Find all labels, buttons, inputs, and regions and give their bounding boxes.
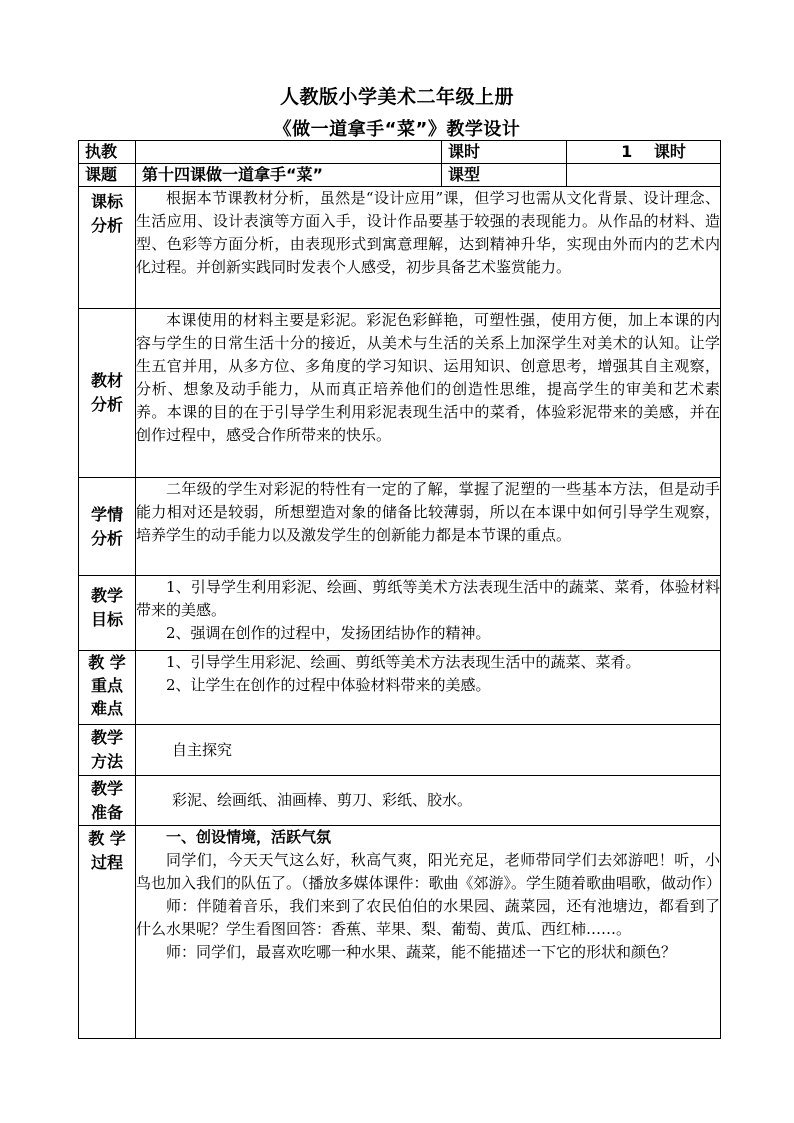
goals-text: 1、引导学生利用彩泥、绘画、剪纸等美术方法表现生活中的蔬菜、菜肴，体验材料带来的美感。 2、强调在创作的过程中，发扬团结协作的精神。 <box>136 576 721 651</box>
curriculum-label: 课标 分析 <box>79 187 136 309</box>
goals-label: 教学 目标 <box>79 576 136 651</box>
type-value <box>567 164 721 187</box>
row-curriculum <box>79 187 721 309</box>
process-text: 一、创设情境，活跃气氛 同学们，今天天气这么好，秋高气爽，阳光充足，老师带同学们去郊游吧！听，小鸟也加入我们的队伍了。（播放多媒体课件：歌曲《郊游》。学生随着歌曲唱歌，做动作） 师：伴随着音乐，我们来到了农民伯伯的水果园、蔬菜园，还有池塘边，都看到了什么水果呢？学生看图回答：香蕉、苹果、梨、葡萄、黄瓜、西红柿……。 师：同学们，最喜欢吃哪一种水果、蔬菜，能不能描述一下它的形状和颜色？ <box>136 826 721 1039</box>
keypoints-text: 1、引导学生用彩泥、绘画、剪纸等美术方法表现生活中的蔬菜、菜肴。 2、让学生在创作的过程中体验材料带来的美感。 <box>136 651 721 725</box>
textbook-text: 本课使用的材料主要是彩泥。彩泥色彩鲜艳，可塑性强，使用方便，加上本课的内容与学生的日常生活十分的接近，从美术与生活的关系上加深学生对美术的认知。让学生五官并用，从多方位、多角度的学习知识、运用知识、创意思考，增强其自主观察，分析、想象及动手能力，从而真正培养他们的创造性思维，提高学生的审美和艺术素养。本课的目的在于引导学生利用彩泥表现生活中的菜肴，体验彩泥带来的美感，并在创作过程中，感受合作所带来的快乐。 <box>136 309 721 478</box>
lesson-plan-table <box>78 140 721 1039</box>
row-method <box>79 725 721 776</box>
learners-text: 二年级的学生对彩泥的特性有一定的了解，掌握了泥塑的一些基本方法，但是动手能力相对还是较弱，所想塑造对象的储备比较薄弱，所以在本课中如何引导学生观察，培养学生的动手能力以及激发学生的创新能力都是本节课的重点。 <box>136 478 721 576</box>
row-keypoints <box>79 651 721 725</box>
period-value: 1 课时 <box>567 141 721 164</box>
document-subtitle: 《做一道拿手“菜”》教学设计 <box>273 119 521 140</box>
prep-label: 教学 准备 <box>79 776 136 826</box>
row-learners <box>79 478 721 576</box>
type-label: 课型 <box>442 164 567 187</box>
row-process <box>79 826 721 1039</box>
row-topic <box>79 164 721 187</box>
curriculum-text: 根据本节课教材分析，虽然是“设计应用”课，但学习也需从文化背景、设计理念、生活应用、设计表演等方面入手，设计作品要基于较强的表现能力。从作品的材料、造型、色彩等方面分析，由表现形式到寓意理解，达到精神升华，实现由外而内的艺术内化过程。并创新实践同时发表个人感受，初步具备艺术鉴赏能力。 <box>136 187 721 309</box>
topic-value: 第十四课做一道拿手“菜” <box>136 164 442 187</box>
row-goals <box>79 576 721 651</box>
prep-text: 彩泥、绘画纸、油画棒、剪刀、彩纸、胶水。 <box>136 776 721 826</box>
document-title: 人教版小学美术二年级上册 <box>279 86 514 108</box>
teacher-label: 执教 <box>79 141 136 164</box>
method-label: 教学 方法 <box>79 725 136 776</box>
textbook-label: 教材 分析 <box>79 309 136 478</box>
period-label: 课时 <box>442 141 567 164</box>
topic-label: 课题 <box>79 164 136 187</box>
row-prep <box>79 776 721 826</box>
teacher-value <box>136 141 442 164</box>
row-teacher <box>79 141 721 164</box>
learners-label: 学情 分析 <box>79 478 136 576</box>
keypoints-label: 教 学 重点 难点 <box>79 651 136 725</box>
row-textbook <box>79 309 721 478</box>
process-label: 教 学 过程 <box>79 826 136 1039</box>
method-text: 自主探究 <box>136 725 721 776</box>
process-subtitle: 一、创设情境，活跃气氛 <box>166 828 332 846</box>
